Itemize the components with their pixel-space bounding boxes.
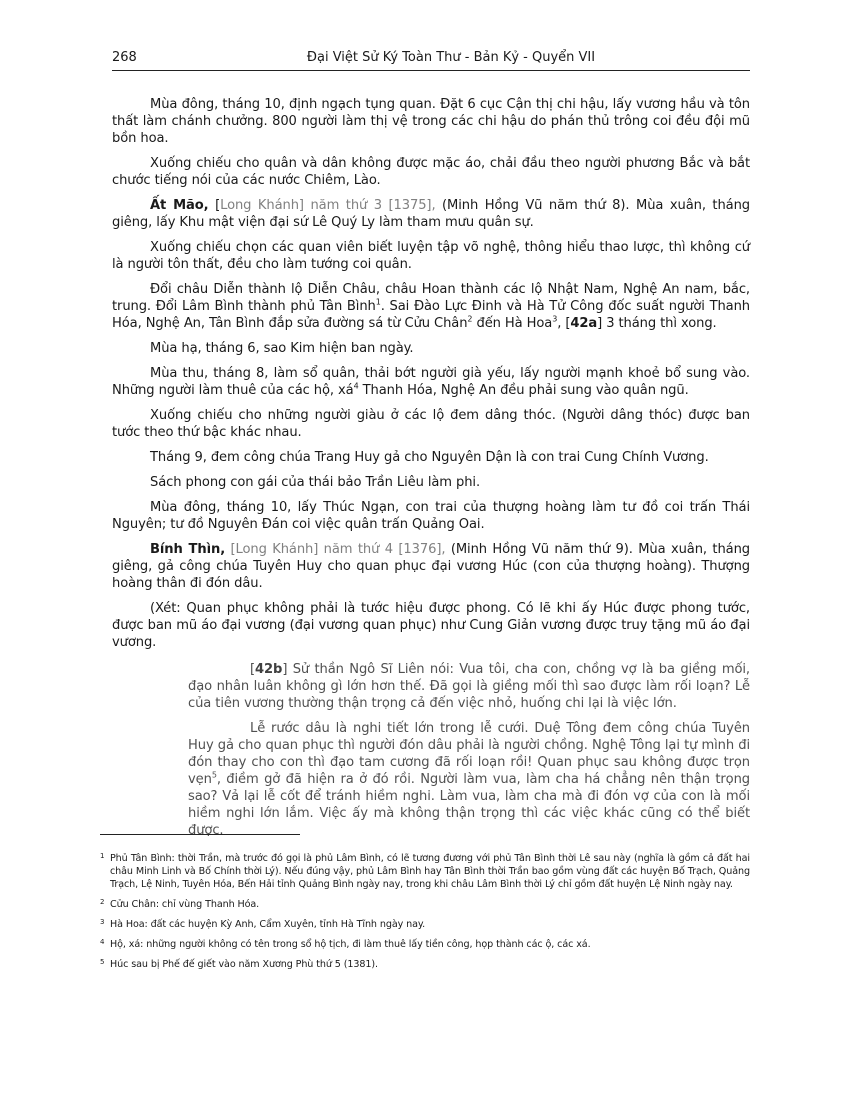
paragraph-4: Xuống chiếu chọn các quan viên biết luyện tập võ nghệ, thông hiểu thao lược, thì không cứ là người tôn thất, đều cho làm tướng coi quân. [112, 240, 750, 272]
footnote-4 [100, 938, 750, 951]
footnote-number: 3 [100, 918, 105, 926]
footnote-text: Cửu Chân: chỉ vùng Thanh Hóa. [110, 899, 260, 910]
main-text [112, 96, 750, 847]
paragraph-12 [112, 541, 750, 592]
paragraph-1: Mùa đông, tháng 10, định ngạch tụng quan. Đặt 6 cục Cận thị chi hậu, lấy vương hầu và tôn thất làm chánh chưởng. 800 người làm thị vệ trong các chi hậu do phán thủ trông coi đều đội mũ bồn hoa. [112, 97, 750, 146]
paragraph-13: (Xét: Quan phục không phải là tước hiệu được phong. Có lẽ khi ấy Húc được phong tước, được ban mũ áo đại vương (đại vương quan phục) như Cung Giản vương được truy tặng mũ áo đại vương. [112, 601, 750, 650]
footnote-rule [100, 834, 300, 835]
folio-ref: 42a [570, 316, 598, 331]
page-number: 268 [112, 50, 137, 65]
commentary-2 [188, 720, 750, 839]
text-run: ] Sử thần Ngô Sĩ Liên nói: Vua tôi, cha con, chồng vợ là ba giềng mối, đạo nhân luân không gì lớn hơn thế. Đã gọi là giềng mối thì sao được làm rối loạn? Lễ của tiên vương thường thận trọng cả đến việc nhỏ, huống chi lại là việc lớn. [188, 662, 750, 711]
footnote-ref-1[interactable]: 1 [375, 297, 381, 307]
commentary-1 [188, 661, 750, 712]
footnote-number: 5 [100, 958, 105, 966]
paragraph-7 [112, 365, 750, 399]
paragraph-8: Xuống chiếu cho những người giàu ở các lộ đem dâng thóc. (Người dâng thóc) được ban tước theo thứ bậc khác nhau. [112, 408, 750, 440]
paragraph-5 [112, 281, 750, 332]
text-run: . Sai Đào Lực Đinh và Hà Tử Công đốc suất người Thanh Hóa, Nghệ An, Tân Bình đắp sửa đường sá từ Cửu Chân [112, 299, 750, 331]
footnote-5 [100, 958, 750, 971]
footnote-1 [100, 852, 750, 891]
paragraph-6: Mùa hạ, tháng 6, sao Kim hiện ban ngày. [150, 341, 414, 356]
text-run: đến Hà Hoa [472, 316, 553, 331]
folio-ref: 42b [255, 662, 283, 677]
footnote-ref-5[interactable]: 5 [211, 770, 217, 780]
paragraph-10: Sách phong con gái của thái bảo Trần Liêu làm phi. [150, 475, 481, 490]
text-run: Lễ rước dâu là nghi tiết lớn trong lễ cưới. Duệ Tông đem công chúa Tuyên Huy gả cho quan phục thì người đón dâu phải là người chồng. Nghệ Tông lại tự mình đi đón thay cho con thì đạo tam cương đã rối loạn rồi! Quan phục sau không được trọn vẹn [188, 721, 750, 787]
footnote-text: Phủ Tân Bình: thời Trần, mà trước đó gọi là phủ Lâm Bình, có lẽ tương đương với phủ Tân Bình thời Lê sau này (nghĩa là gồm cả đất hai châu Minh Linh và Bố Chính thời Lý). Nếu đúng vậy, phủ Lâm Bình hay Tân Bình thời Trần bao gồm vùng đất các huyện Bố Trạch, Quảng Trạch, Lệ Ninh, Tuyên Hóa, Bến Hải tỉnh Quảng Bình ngày nay, trong khi châu Lâm Bình thời Lý chỉ gồm đất huyện Lệ Ninh ngày nay. [110, 853, 750, 890]
paragraph-3 [112, 197, 750, 231]
year-heading: Ất Mão, [150, 198, 209, 213]
footnote-ref-4[interactable]: 4 [353, 381, 359, 391]
text-run: , điềm gở đã hiện ra ở đó rồi. Người làm vua, làm cha há chẳng nên thận trọng sao? Vả lại lễ cốt để tránh hiềm nghi. Làm vua, làm cha mà đi đón vợ của con là mối hiềm nghi lớn lắm. Việc ấy mà không thận trọng thì các việc khác cũng có thể biết được. [188, 772, 750, 838]
footnote-number: 2 [100, 898, 105, 906]
text-run: , [ [557, 316, 571, 331]
paragraph-2: Xuống chiếu cho quân và dân không được mặc áo, chải đầu theo người phương Bắc và bắt chước tiếng nói của các nước Chiêm, Lào. [112, 156, 750, 188]
bracket: [ [208, 198, 221, 213]
footnotes [100, 852, 750, 978]
header-rule [112, 70, 750, 71]
footnote-number: 1 [100, 852, 105, 860]
footnote-text: Hộ, xá: những người không có tên trong sổ hộ tịch, đi làm thuê lấy tiền công, họp thành các ộ, các xá. [110, 939, 591, 950]
footnote-ref-3[interactable]: 3 [552, 314, 558, 324]
reign-note: Long Khánh] năm thứ 3 [1375], [220, 198, 436, 213]
text-run: Đổi châu Diễn thành lộ Diễn Châu, châu Hoan thành các lộ Nhật Nam, Nghệ An nam, bắc, trung. Đổi Lâm Bình thành phủ Tân Bình [112, 282, 750, 314]
footnote-text: Hà Hoa: đất các huyện Kỳ Anh, Cẩm Xuyên, tỉnh Hà Tĩnh ngày nay. [110, 919, 426, 930]
text-run: ] 3 tháng thì xong. [597, 316, 717, 331]
footnote-ref-2[interactable]: 2 [467, 314, 473, 324]
text-run: Thanh Hóa, Nghệ An đều phải sung vào quân ngũ. [358, 383, 689, 398]
running-title: Đại Việt Sử Ký Toàn Thư - Bản Kỷ - Quyển VII [306, 50, 596, 65]
historian-commentary [188, 661, 750, 839]
footnote-number: 4 [100, 938, 105, 946]
footnote-text: Húc sau bị Phế đế giết vào năm Xương Phù thứ 5 (1381). [110, 959, 379, 970]
text-run: Mùa thu, tháng 8, làm sổ quân, thải bớt người già yếu, lấy người mạnh khoẻ bổ sung vào. Những người làm thuê của các hộ, xá [112, 366, 750, 398]
paragraph-9: Tháng 9, đem công chúa Trang Huy gả cho Nguyên Dận là con trai Cung Chính Vương. [150, 450, 709, 465]
reign-note: [Long Khánh] năm thứ 4 [1376], [225, 542, 446, 557]
footnote-3 [100, 918, 750, 931]
year-heading: Bính Thìn, [150, 542, 226, 557]
bracket: [ [250, 662, 256, 677]
paragraph-11: Mùa đông, tháng 10, lấy Thúc Ngạn, con trai của thượng hoàng làm tư đồ coi trấn Thái Nguyên; tư đồ Nguyên Đán coi việc quân trấn Quảng Oai. [112, 500, 750, 532]
paragraph-text: (Minh Hồng Vũ năm thứ 8). Mùa xuân, tháng giêng, lấy Khu mật viện đại sứ Lê Quý Ly làm tham mưu quân sự. [112, 198, 750, 230]
paragraph-text: (Minh Hồng Vũ năm thứ 9). Mùa xuân, tháng giêng, gả công chúa Tuyên Huy cho quan phục đại vương Húc (con của thượng hoàng). Thượng hoàng thân đi đón dâu. [112, 542, 750, 591]
running-header [112, 50, 750, 72]
footnote-2 [100, 898, 750, 911]
